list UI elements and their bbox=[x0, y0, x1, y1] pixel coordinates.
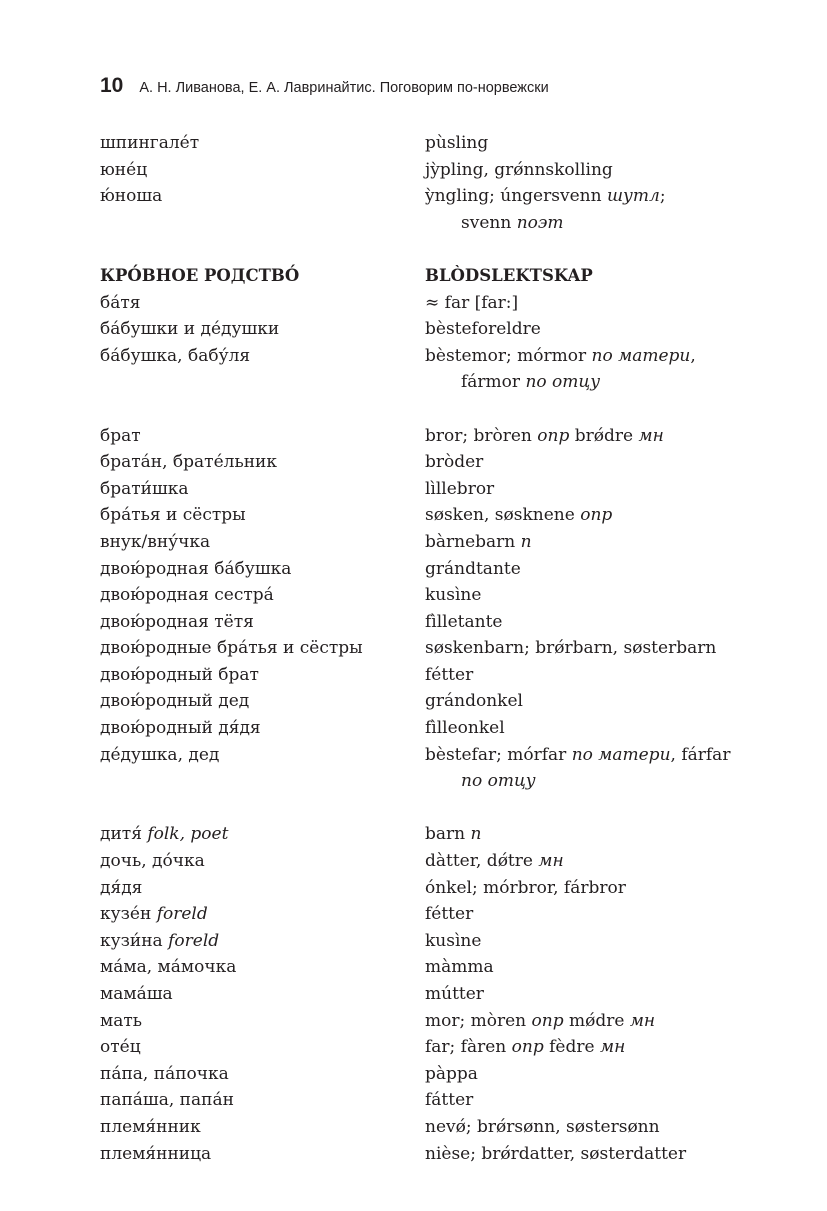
norwegian-word-tail: , fárfar bbox=[670, 744, 731, 765]
dictionary-row bbox=[0, 157, 827, 184]
page-header bbox=[100, 74, 549, 104]
russian-word: дя́дя bbox=[100, 877, 143, 898]
dictionary-row bbox=[0, 1087, 827, 1114]
russian-word: юне́ц bbox=[100, 159, 148, 180]
page-number: 10 bbox=[100, 74, 124, 97]
dictionary-row bbox=[0, 183, 827, 210]
russian-word: ба́бушка, бабу́ля bbox=[100, 345, 251, 366]
dictionary-row bbox=[0, 449, 827, 476]
norwegian-translation bbox=[425, 316, 775, 343]
norwegian-translation bbox=[425, 502, 775, 529]
norwegian-continuation: svenn bbox=[461, 212, 512, 233]
russian-term bbox=[0, 688, 425, 715]
usage-label: foreld bbox=[156, 904, 208, 925]
russian-word: брат bbox=[100, 425, 141, 446]
dictionary-row bbox=[0, 369, 827, 396]
russian-term bbox=[0, 981, 425, 1008]
section-heading bbox=[0, 263, 827, 290]
norwegian-translation bbox=[425, 476, 775, 503]
norwegian-word-tail: brǿdre bbox=[569, 425, 634, 446]
dictionary-row bbox=[0, 1114, 827, 1141]
russian-term bbox=[0, 476, 425, 503]
norwegian-translation bbox=[425, 1141, 775, 1168]
russian-term bbox=[0, 1141, 425, 1168]
dictionary-row bbox=[0, 609, 827, 636]
russian-word: двою́родная тётя bbox=[100, 611, 254, 632]
norwegian-word-tail: mǿdre bbox=[563, 1010, 625, 1031]
russian-term bbox=[0, 1061, 425, 1088]
norwegian-word: jỳpling, grǿnnskolling bbox=[425, 159, 613, 180]
running-head: А. Н. Ливанова, Е. А. Лавринайтис. Поговорим по-норвежски bbox=[139, 80, 549, 96]
dictionary-row bbox=[0, 1034, 827, 1061]
dictionary-row bbox=[0, 343, 827, 370]
russian-word: бра́тья и сёстры bbox=[100, 505, 246, 526]
dictionary-row bbox=[0, 875, 827, 902]
section-spacer bbox=[0, 795, 827, 822]
norwegian-word: barn bbox=[425, 824, 466, 845]
usage-label: foreld bbox=[168, 930, 220, 951]
dictionary-row bbox=[0, 981, 827, 1008]
russian-term bbox=[0, 556, 425, 583]
grammar-label: по матери bbox=[571, 744, 671, 765]
norwegian-word: pùsling bbox=[425, 133, 489, 153]
russian-word: па́па, па́почка bbox=[100, 1063, 229, 1084]
russian-term bbox=[0, 848, 425, 875]
norwegian-translation bbox=[425, 848, 775, 875]
norwegian-word-tail: fèdre bbox=[543, 1037, 595, 1058]
russian-word: ба́бушки и де́душки bbox=[100, 319, 280, 340]
russian-word: мама́ша bbox=[100, 984, 173, 1004]
russian-term bbox=[0, 529, 425, 556]
russian-word: ю́ноша bbox=[100, 186, 163, 207]
dictionary-row bbox=[0, 821, 827, 848]
grammar-label: по матери bbox=[591, 345, 691, 366]
russian-term bbox=[0, 768, 425, 795]
russian-term bbox=[0, 210, 425, 237]
norwegian-translation bbox=[425, 157, 775, 184]
norwegian-word: ≈ far [far:] bbox=[425, 292, 519, 313]
norwegian-translation bbox=[425, 130, 775, 157]
norwegian-translation bbox=[425, 1034, 775, 1061]
norwegian-translation bbox=[425, 183, 775, 210]
usage-label: по отцу bbox=[525, 372, 601, 393]
usage-label: по отцу bbox=[461, 771, 536, 792]
norwegian-word: ỳngling; úngersvenn bbox=[425, 186, 602, 207]
grammar-label: мн bbox=[638, 425, 664, 446]
russian-word: двою́родный дя́дя bbox=[100, 718, 261, 739]
norwegian-translation bbox=[425, 609, 775, 636]
russian-term bbox=[0, 635, 425, 662]
grammar-label: мн bbox=[538, 851, 564, 872]
russian-term bbox=[0, 263, 425, 290]
norwegian-word: pàppa bbox=[425, 1063, 478, 1084]
norwegian-translation bbox=[425, 210, 811, 237]
russian-word: дитя́ bbox=[100, 824, 142, 845]
norwegian-word: grándonkel bbox=[425, 691, 523, 712]
dictionary-row bbox=[0, 768, 827, 795]
russian-term bbox=[0, 449, 425, 476]
norwegian-word: lìllebror bbox=[425, 478, 495, 499]
dictionary-row bbox=[0, 476, 827, 503]
norwegian-translation bbox=[425, 290, 775, 317]
norwegian-translation bbox=[425, 901, 775, 928]
norwegian-word: fìlleonkel bbox=[425, 718, 505, 739]
norwegian-word: søsken, søsknene bbox=[425, 505, 575, 526]
usage-label: folk, poet bbox=[147, 824, 229, 845]
russian-term bbox=[0, 369, 425, 396]
russian-word: брата́н, брате́льник bbox=[100, 452, 277, 473]
norwegian-translation bbox=[425, 369, 811, 396]
dictionary-row bbox=[0, 502, 827, 529]
dictionary-row bbox=[0, 688, 827, 715]
dictionary-row bbox=[0, 556, 827, 583]
dictionary-row bbox=[0, 423, 827, 450]
norwegian-word: bèstemor; mórmor bbox=[425, 345, 587, 366]
norwegian-word: bàrnebarn bbox=[425, 531, 516, 552]
dictionary-row bbox=[0, 635, 827, 662]
dictionary-row bbox=[0, 662, 827, 689]
russian-word: оте́ц bbox=[100, 1037, 141, 1058]
norwegian-word: kusìne bbox=[425, 930, 482, 951]
norwegian-translation bbox=[425, 768, 811, 795]
dictionary-row bbox=[0, 210, 827, 237]
norwegian-translation bbox=[425, 688, 775, 715]
russian-word: двою́родная ба́бушка bbox=[100, 558, 292, 579]
dictionary-row bbox=[0, 928, 827, 955]
dictionary-entries bbox=[0, 130, 827, 1167]
dictionary-row bbox=[0, 130, 827, 157]
russian-term bbox=[0, 502, 425, 529]
russian-word: мать bbox=[100, 1010, 143, 1031]
norwegian-translation bbox=[425, 263, 775, 290]
dictionary-row bbox=[0, 1061, 827, 1088]
norwegian-word-tail: , bbox=[690, 345, 696, 366]
norwegian-word-tail: ; bbox=[659, 186, 666, 207]
russian-term bbox=[0, 928, 425, 955]
norwegian-translation bbox=[425, 582, 775, 609]
norwegian-word: bèstefar; mórfar bbox=[425, 744, 567, 765]
russian-term bbox=[0, 130, 425, 157]
russian-word: двою́родные бра́тья и сёстры bbox=[100, 638, 363, 659]
grammar-label: n bbox=[520, 531, 532, 552]
norwegian-translation bbox=[425, 1087, 775, 1114]
norwegian-continuation: fármor bbox=[461, 372, 521, 393]
norwegian-word: bror; bròren bbox=[425, 425, 532, 446]
norwegian-word: ónkel; mórbror, fárbror bbox=[425, 877, 626, 898]
grammar-label: опр bbox=[511, 1037, 544, 1058]
norwegian-word: mútter bbox=[425, 984, 484, 1004]
russian-word: брати́шка bbox=[100, 478, 189, 499]
russian-term bbox=[0, 183, 425, 210]
russian-word: ба́тя bbox=[100, 292, 141, 313]
russian-word: двою́родный дед bbox=[100, 691, 250, 712]
russian-term bbox=[0, 742, 425, 769]
norwegian-word: fétter bbox=[425, 904, 474, 925]
russian-word: двою́родный брат bbox=[100, 664, 259, 685]
dictionary-row bbox=[0, 290, 827, 317]
russian-term bbox=[0, 343, 425, 370]
grammar-label: мн bbox=[629, 1010, 656, 1031]
norwegian-word: dàtter, dǿtre bbox=[425, 851, 533, 872]
norwegian-translation bbox=[425, 928, 775, 955]
russian-term bbox=[0, 1087, 425, 1114]
grammar-label: шутл bbox=[606, 186, 660, 207]
russian-term bbox=[0, 821, 425, 848]
russian-term bbox=[0, 901, 425, 928]
dictionary-row bbox=[0, 529, 827, 556]
dictionary-row bbox=[0, 901, 827, 928]
norwegian-translation bbox=[425, 875, 775, 902]
russian-term bbox=[0, 1034, 425, 1061]
norwegian-translation bbox=[425, 1114, 775, 1141]
norwegian-translation bbox=[425, 635, 775, 662]
russian-term bbox=[0, 1114, 425, 1141]
usage-label: поэт bbox=[516, 212, 564, 233]
norwegian-translation bbox=[425, 343, 775, 370]
norwegian-translation bbox=[425, 449, 775, 476]
russian-word: племя́нница bbox=[100, 1143, 212, 1164]
russian-word: кузи́на bbox=[100, 930, 163, 951]
norwegian-word: far; fàren bbox=[425, 1037, 507, 1058]
norwegian-word: bròder bbox=[425, 452, 484, 473]
russian-term bbox=[0, 290, 425, 317]
grammar-label: мн bbox=[599, 1037, 626, 1058]
norwegian-word: grándtante bbox=[425, 558, 521, 579]
russian-term bbox=[0, 609, 425, 636]
russian-term bbox=[0, 662, 425, 689]
dictionary-row bbox=[0, 1141, 827, 1168]
russian-word: дочь, до́чка bbox=[100, 851, 205, 872]
grammar-label: опр bbox=[580, 505, 613, 526]
section-spacer bbox=[0, 396, 827, 423]
dictionary-row bbox=[0, 848, 827, 875]
norwegian-translation bbox=[425, 423, 775, 450]
russian-term bbox=[0, 875, 425, 902]
grammar-label: опр bbox=[537, 425, 570, 446]
russian-term bbox=[0, 423, 425, 450]
dictionary-row bbox=[0, 715, 827, 742]
norwegian-word: mor; mòren bbox=[425, 1010, 527, 1031]
norwegian-translation bbox=[425, 981, 775, 1008]
dictionary-row bbox=[0, 1008, 827, 1035]
grammar-label: n bbox=[470, 824, 482, 845]
norwegian-word: nevǿ; brǿrsønn, søstersønn bbox=[425, 1116, 660, 1137]
dictionary-row bbox=[0, 742, 827, 769]
dictionary-row bbox=[0, 582, 827, 609]
norwegian-translation bbox=[425, 1008, 775, 1035]
norwegian-word: fétter bbox=[425, 664, 474, 685]
norwegian-word: fátter bbox=[425, 1090, 474, 1111]
russian-term bbox=[0, 582, 425, 609]
norwegian-translation bbox=[425, 1061, 775, 1088]
norwegian-word: søskenbarn; brǿrbarn, søsterbarn bbox=[425, 638, 717, 659]
norwegian-translation bbox=[425, 821, 775, 848]
norwegian-word: nièse; brǿrdatter, søsterdatter bbox=[425, 1143, 687, 1164]
norwegian-translation bbox=[425, 662, 775, 689]
russian-word: шпингале́т bbox=[100, 133, 200, 153]
russian-word: кузе́н bbox=[100, 904, 152, 925]
norwegian-word: bèsteforeldre bbox=[425, 319, 541, 340]
norwegian-translation bbox=[425, 715, 775, 742]
norwegian-word: kusìne bbox=[425, 585, 482, 606]
dictionary-row bbox=[0, 316, 827, 343]
russian-term bbox=[0, 157, 425, 184]
russian-word: ма́ма, ма́мочка bbox=[100, 957, 237, 978]
norwegian-translation bbox=[425, 529, 775, 556]
russian-word: двою́родная сестра́ bbox=[100, 585, 274, 606]
section-spacer bbox=[0, 236, 827, 263]
grammar-label: опр bbox=[531, 1010, 564, 1031]
russian-word: племя́нник bbox=[100, 1116, 201, 1137]
russian-word: внук/вну́чка bbox=[100, 531, 211, 552]
norwegian-word: BLÒDSLEKTSKAP bbox=[425, 265, 593, 285]
russian-word: папа́ша, папа́н bbox=[100, 1090, 234, 1111]
russian-word: де́душка, дед bbox=[100, 744, 220, 765]
norwegian-word: màmma bbox=[425, 957, 494, 978]
norwegian-translation bbox=[425, 556, 775, 583]
russian-term bbox=[0, 1008, 425, 1035]
russian-word: КРО́ВНОЕ РОДСТВО́ bbox=[100, 265, 300, 285]
norwegian-word: fìlletante bbox=[425, 611, 503, 632]
russian-term bbox=[0, 715, 425, 742]
russian-term bbox=[0, 316, 425, 343]
norwegian-translation bbox=[425, 954, 775, 981]
norwegian-translation bbox=[425, 742, 775, 769]
dictionary-row bbox=[0, 954, 827, 981]
russian-term bbox=[0, 954, 425, 981]
